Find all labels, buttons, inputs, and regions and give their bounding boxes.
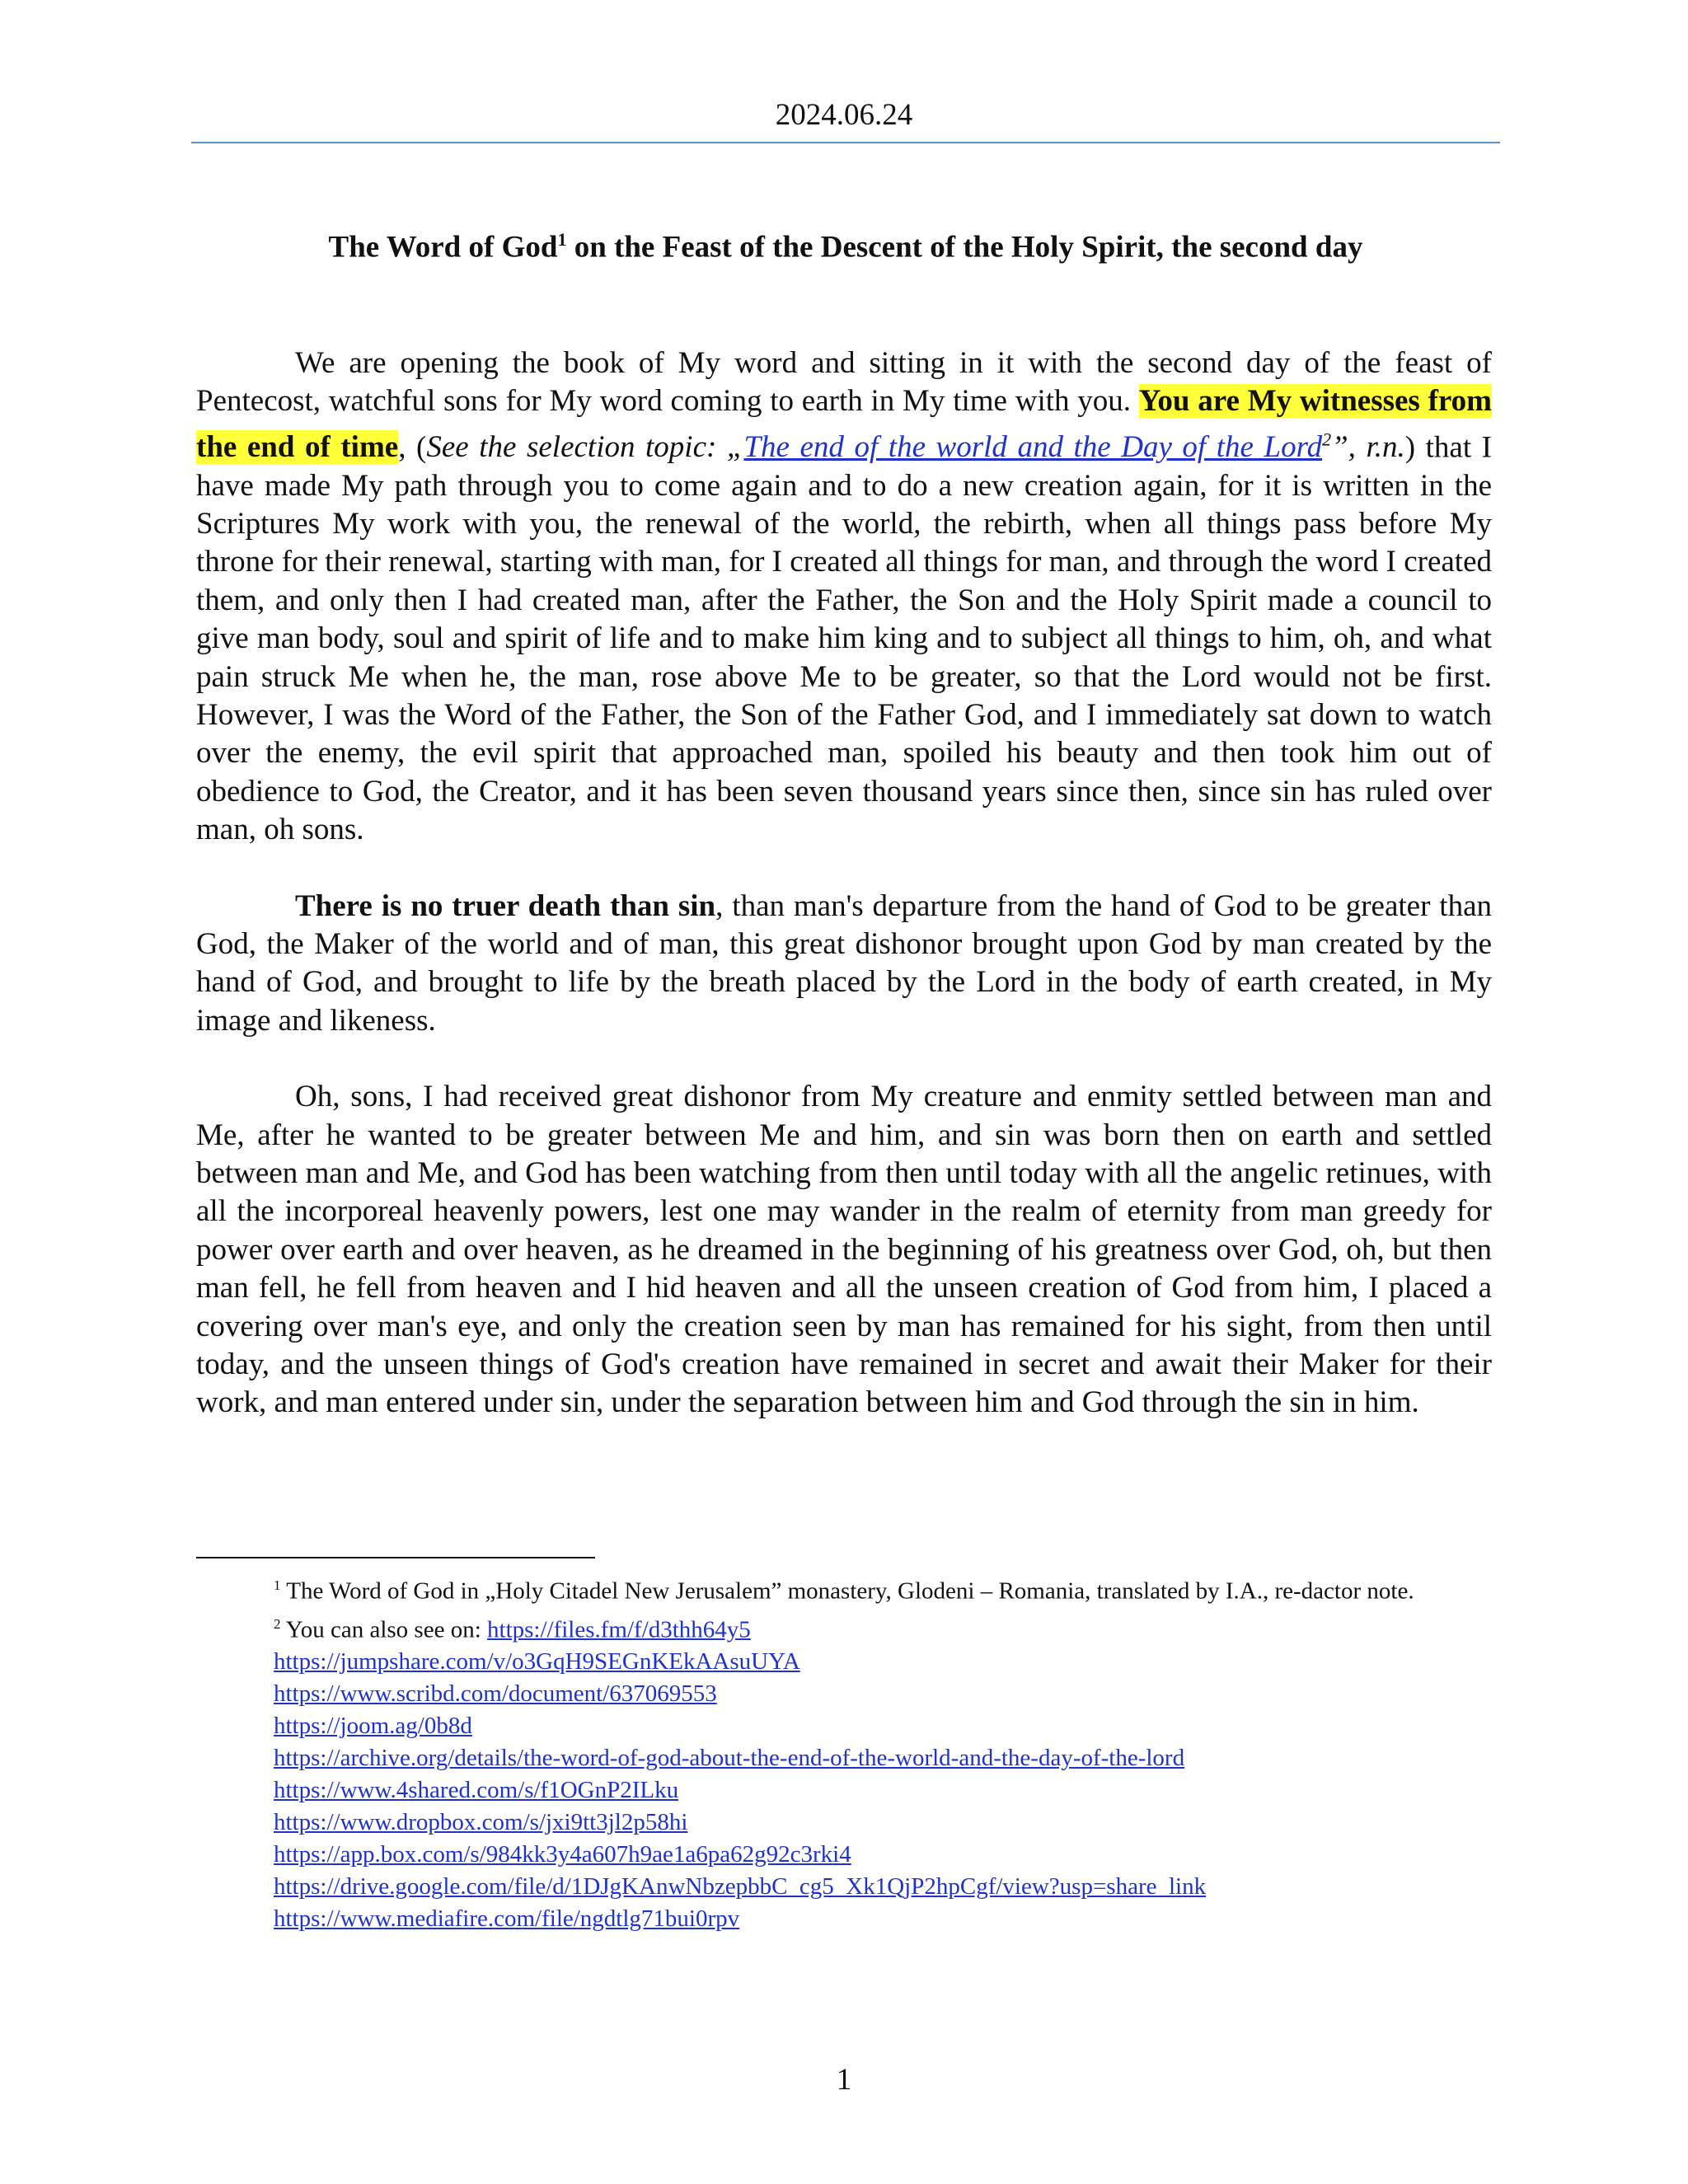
footnote-link-row <box>274 1903 1492 1935</box>
footnote-link-row <box>274 1774 1492 1807</box>
page-title <box>195 229 1497 265</box>
footnote-link[interactable]: https://jumpshare.com/v/o3GqH9SEGnKEkAAsuUYA <box>274 1648 800 1675</box>
footnote-link[interactable]: https://files.fm/f/d3thh64y5 <box>487 1616 751 1643</box>
footnote-1 <box>196 1569 1492 1608</box>
paragraph-2 <box>196 888 1492 1041</box>
highlighted-phrase: You are My witnesses from the end of time <box>196 384 1492 465</box>
paragraph-1 <box>196 344 1492 850</box>
paragraph-2-bold-lead: There is no truer death than sin <box>295 888 716 923</box>
footnote-link[interactable]: https://www.4shared.com/s/f1OGnP2ILku <box>274 1777 679 1804</box>
footnote-2 <box>196 1608 1492 1647</box>
header-date: 2024.06.24 <box>775 98 913 132</box>
header-divider <box>191 142 1500 143</box>
paragraph-1-text-b: , ( <box>398 430 427 465</box>
page-number: 1 <box>836 2063 852 2097</box>
paragraph-1-text-c: ) that I have made My path through you to come again and to do a new creation again, for it is written in the Scriptures My work with you, the renewal of the world, the rebirth, when all things pass before My throne for their renewal, starting with man, for I created all things for man, and through the word I created them, and only then I had created man, after the Father, the Son and the Holy Spirit made a council to give man body, soul and spirit of life and to make him king and to subject all things to him, oh, and what pain struck Me when he, the man, rose above Me to be greater, so that the Lord would not be first. However, I was the Word of the Father, the Son of the Father God, and I immediately sat down to watch over the enemy, the evil spirit that approached man, spoiled his beauty and then took him out of obedience to God, the Creator, and it has been seven thousand years since then, since sin has ruled over man, oh sons. <box>196 430 1492 847</box>
footnote-link[interactable]: https://www.scribd.com/document/637069553 <box>274 1680 717 1708</box>
footnote-2-link-list <box>196 1646 1492 1935</box>
selection-topic-suffix: ”, r.n. <box>1331 430 1405 465</box>
document-body <box>196 344 1492 1460</box>
footnote-link[interactable]: https://archive.org/details/the-word-of-god-about-the-end-of-the-world-and-the-day-of-the-lord <box>274 1745 1185 1772</box>
footnotes <box>196 1569 1492 1935</box>
footnote-link-row <box>274 1807 1492 1839</box>
footnote-link[interactable]: https://www.dropbox.com/s/jxi9tt3jl2p58hi <box>274 1809 688 1836</box>
footnote-separator <box>196 1557 595 1558</box>
paragraph-1-text-a: We are opening the book of My word and sitting in it with the second day of the feast of Pentecost, watchful sons for My word coming to earth in My time with you. <box>196 346 1492 419</box>
footnote-2-intro: You can also see on: <box>280 1616 488 1643</box>
footnote-link-row <box>274 1871 1492 1903</box>
selection-topic-prefix: See the selection topic: „ <box>426 430 744 465</box>
footnote-link-row <box>274 1646 1492 1678</box>
paragraph-2-text: , than man's departure from the hand of God to be greater than God, the Maker of the world and of man, this great dishonor brought upon God by man created by the hand of God, and brought to life by the breath placed by the Lord in the body of earth created, in My image and likeness. <box>196 888 1493 1038</box>
footnote-link[interactable]: https://drive.google.com/file/d/1DJgKAnwNbzepbbC_cg5_Xk1QjP2hpCgf/view?usp=share_link <box>274 1873 1207 1900</box>
footnote-2-mark: 2 <box>274 1615 281 1632</box>
title-footnote-mark[interactable]: 1 <box>557 229 567 250</box>
title-text-start: The Word of God <box>328 230 558 265</box>
footnote-link-row <box>274 1710 1492 1742</box>
footnote-link[interactable]: https://app.box.com/s/984kk3y4a607h9ae1a6pa62g92c3rki4 <box>274 1841 851 1868</box>
selection-topic-link[interactable]: The end of the world and the Day of the Lord <box>743 430 1323 465</box>
footnote-link[interactable]: https://www.mediafire.com/file/ngdtlg71bui0rpv <box>274 1905 740 1933</box>
selection-topic-reference <box>426 430 1404 464</box>
footnote-link[interactable]: https://joom.ag/0b8d <box>274 1713 472 1740</box>
footnote-link-row <box>274 1678 1492 1710</box>
title-text-end: on the Feast of the Descent of the Holy Spirit, the second day <box>566 230 1363 265</box>
footnote-1-mark: 1 <box>274 1577 281 1593</box>
paragraph-3: Oh, sons, I had received great dishonor from My creature and enmity settled between man and Me, after he wanted to be greater between Me and him, and sin was born then on earth and settled between man and Me, and God has been watching from then until today with all the angelic retinues, with all the incorporeal heavenly powers, lest one may wander in the realm of eternity from man greedy for power over earth and over heaven, as he dreamed in the beginning of his greatness over God, oh, but then man fell, he fell from heaven and I hid heaven and all the unseen creation of God from him, I placed a covering over man's eye, and only the creation seen by man has remained for his sight, from then until today, and the unseen things of God's creation have remained in secret and await their Maker for their work, and man entered under sin, under the separation between him and God through the sin in him. <box>196 1080 1492 1420</box>
footnote-link-row <box>274 1742 1492 1774</box>
footnote-link-row <box>274 1839 1492 1871</box>
footnote-mark-2[interactable]: 2 <box>1322 429 1332 450</box>
footnote-1-text: The Word of God in „Holy Citadel New Jerusalem” monastery, Glodeni – Romania, translated by I.A., re-dactor note. <box>280 1577 1414 1605</box>
